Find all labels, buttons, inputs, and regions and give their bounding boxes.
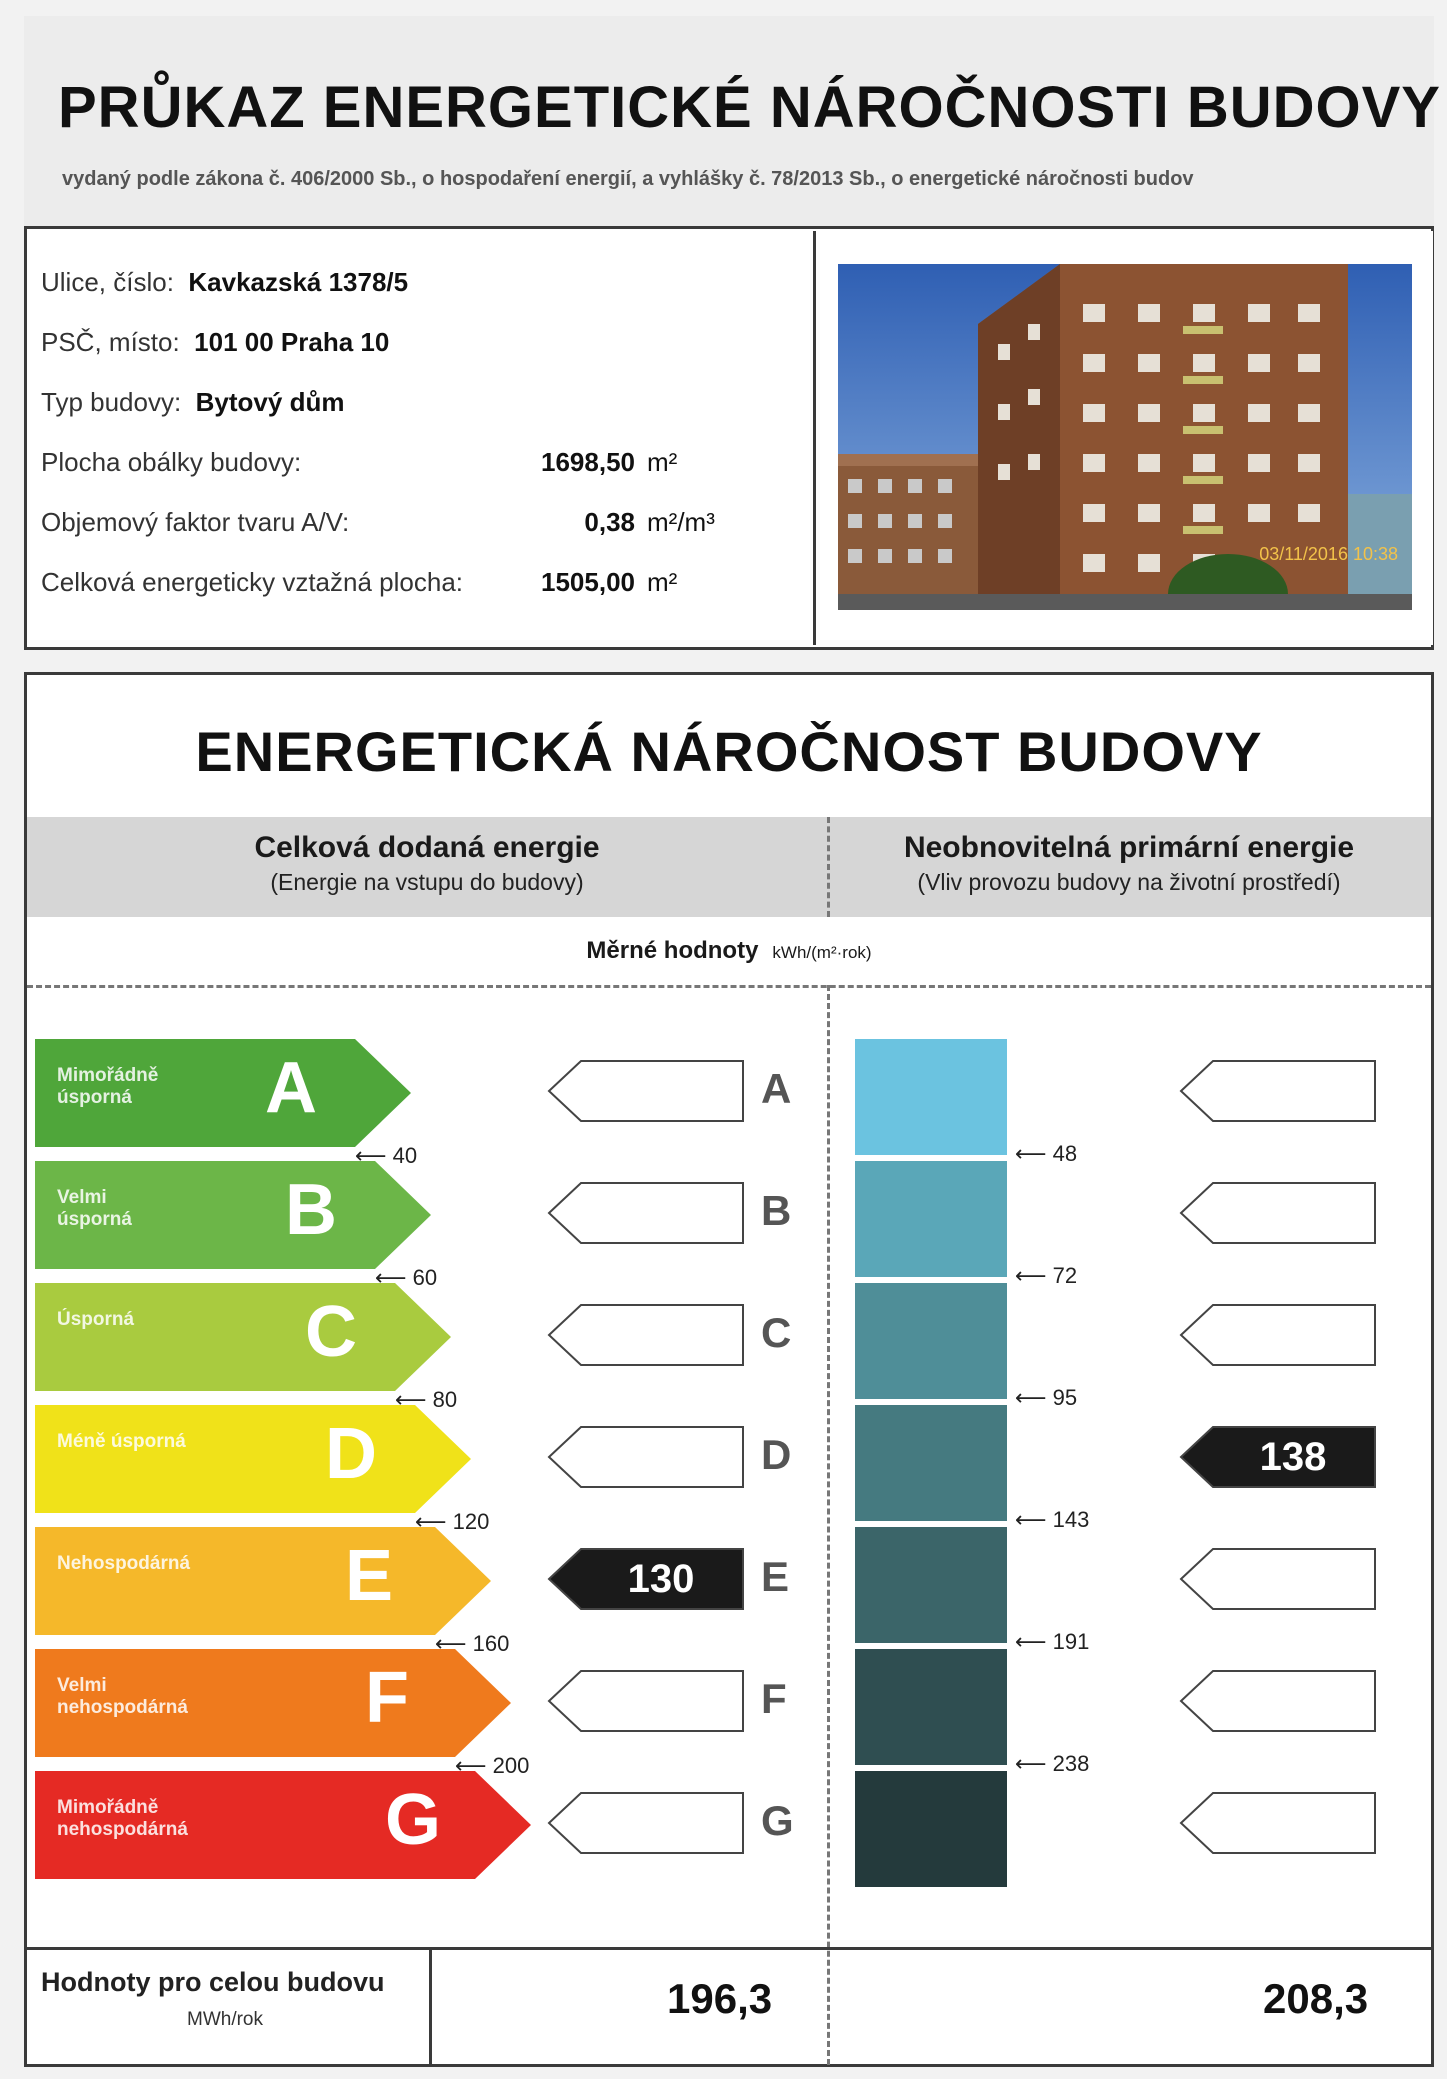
class-name-g (57, 1797, 188, 1841)
right-threshold: ⟵ 238 (1015, 1751, 1090, 1776)
certificate-header (24, 16, 1441, 232)
left-value: 130 (627, 1556, 695, 1601)
right-threshold: ⟵ 48 (1015, 1141, 1078, 1166)
right-value-box-b (1179, 1181, 1377, 1245)
class-name-line: Velmi (57, 1675, 107, 1696)
column-headers (27, 817, 1431, 917)
class-name-a (57, 1065, 158, 1109)
class-letter-f: F (365, 1658, 409, 1738)
class-name-line: Mimořádně (57, 1065, 159, 1086)
primary-energy-band-c (855, 1283, 1007, 1399)
totals-unit: MWh/rok (187, 2009, 263, 2030)
class-name-line: Nehospodárná (57, 1553, 191, 1574)
class-name-line: úsporná (57, 1087, 132, 1108)
right-value-box-f (1179, 1669, 1377, 1733)
street-row (41, 267, 408, 298)
shape-label: Objemový faktor tvaru A/V: (41, 507, 350, 537)
left-threshold: ⟵ 200 (455, 1753, 530, 1778)
energy-performance-section (24, 672, 1434, 2067)
type-value: Bytový dům (195, 387, 345, 417)
left-column-header (27, 817, 827, 917)
left-value-box-e (547, 1547, 745, 1611)
class-arrow-g (35, 1771, 535, 1875)
left-threshold: ⟵ 80 (395, 1387, 458, 1412)
energy-title: ENERGETICKÁ NÁROČNOST BUDOVY (195, 720, 1263, 783)
right-threshold: ⟵ 72 (1015, 1263, 1078, 1288)
class-name-e (57, 1553, 190, 1575)
shape-value: 0,38 (584, 507, 635, 537)
primary-energy-band-f (855, 1649, 1007, 1765)
class-name-line: Úsporná (57, 1309, 135, 1330)
right-threshold: ⟵ 143 (1015, 1507, 1090, 1532)
class-arrow-d (35, 1405, 475, 1509)
street-value: Kavkazská 1378/5 (188, 267, 409, 297)
header-divider (827, 817, 830, 917)
left-value-box-a (547, 1059, 745, 1123)
class-name-line: nehospodárná (57, 1697, 188, 1718)
class-name-b (57, 1187, 132, 1231)
left-value-box-c (547, 1303, 745, 1367)
right-threshold: ⟵ 95 (1015, 1385, 1078, 1410)
right-column-header (827, 817, 1431, 917)
left-value-box-g (547, 1791, 745, 1855)
class-name-line: úsporná (57, 1209, 132, 1230)
primary-energy-band-a (855, 1039, 1007, 1155)
city-value: 101 00 Praha 10 (194, 327, 390, 357)
left-box-letter-f: F (761, 1675, 787, 1722)
document-subtitle: vydaný podle zákona č. 406/2000 Sb., o hospodaření energií, a vyhlášky č. 78/2013 Sb., o energetické náročnosti budov (62, 168, 1194, 190)
left-subheading: (Energie na vstupu do budovy) (270, 869, 584, 895)
right-subheading: (Vliv provozu budovy na životní prostředí) (917, 869, 1341, 895)
class-name-line: Méně úsporná (57, 1431, 186, 1452)
totals-separator (429, 1947, 432, 2067)
left-box-letter-e: E (761, 1553, 790, 1600)
specific-unit: kWh/(m²·rok) (772, 943, 872, 962)
column-divider (827, 985, 830, 2065)
street-label: Ulice, číslo: (41, 267, 174, 297)
building-photo-illustration (838, 264, 1412, 610)
class-letter-a: A (265, 1048, 317, 1128)
right-value: 138 (1259, 1434, 1327, 1479)
left-value-box-b (547, 1181, 745, 1245)
building-info-box (24, 226, 1434, 650)
shape-unit: m²/m³ (647, 507, 715, 537)
right-value-box-e (1179, 1547, 1377, 1611)
class-name-d (57, 1431, 186, 1453)
right-value-box-c (1179, 1303, 1377, 1367)
left-threshold: ⟵ 60 (375, 1265, 438, 1290)
left-value-box-d (547, 1425, 745, 1489)
class-letter-b: B (285, 1170, 337, 1250)
class-letter-d: D (325, 1414, 377, 1494)
envelope-value: 1698,50 (541, 447, 635, 477)
right-value-box-a (1179, 1059, 1377, 1123)
left-box-letter-a: A (761, 1065, 792, 1112)
left-box-letter-b: B (761, 1187, 792, 1234)
specific-values-heading (27, 937, 1431, 965)
building-photo (838, 264, 1412, 610)
right-heading: Neobnovitelná primární energie (903, 831, 1355, 864)
left-threshold: ⟵ 160 (435, 1631, 510, 1656)
class-arrow-c (35, 1283, 455, 1387)
class-letter-e: E (345, 1536, 394, 1616)
envelope-unit: m² (647, 447, 678, 477)
type-label: Typ budovy: (41, 387, 182, 417)
left-box-letter-g: G (761, 1797, 794, 1844)
left-threshold: ⟵ 40 (355, 1143, 418, 1168)
document-title: PRŮKAZ ENERGETICKÉ NÁROČNOSTI BUDOVY (58, 75, 1441, 140)
right-threshold: ⟵ 191 (1015, 1629, 1090, 1654)
class-name-line: Velmi (57, 1187, 107, 1208)
envelope-label: Plocha obálky budovy: (41, 447, 302, 477)
total-primary-energy: 208,3 (1263, 1975, 1369, 2022)
right-value-box-d (1179, 1425, 1377, 1489)
left-threshold: ⟵ 120 (415, 1509, 490, 1534)
left-value-box-f (547, 1669, 745, 1733)
primary-energy-band-d (855, 1405, 1007, 1521)
class-name-f (57, 1675, 188, 1719)
primary-energy-band-g (855, 1771, 1007, 1887)
specific-label: Měrné hodnoty (586, 937, 759, 964)
right-value-box-g (1179, 1791, 1377, 1855)
left-box-letter-c: C (761, 1309, 792, 1356)
photo-frame (813, 231, 1433, 645)
photo-timestamp: 03/11/2016 10:38 (1259, 544, 1398, 564)
class-letter-c: C (305, 1292, 357, 1372)
left-heading: Celková dodaná energie (254, 831, 600, 864)
area-unit: m² (647, 567, 678, 597)
values-divider (27, 985, 1431, 988)
type-row (41, 387, 344, 418)
total-delivered-energy: 196,3 (667, 1975, 773, 2022)
primary-energy-band-e (855, 1527, 1007, 1643)
primary-energy-band-b (855, 1161, 1007, 1277)
class-name-line: Mimořádně (57, 1797, 159, 1818)
class-name-line: nehospodárná (57, 1819, 188, 1840)
area-label: Celková energeticky vztažná plocha: (41, 567, 464, 597)
city-label: PSČ, místo: (41, 327, 180, 357)
class-arrow-f (35, 1649, 515, 1753)
class-arrow-b (35, 1161, 435, 1265)
class-name-c (57, 1309, 134, 1331)
left-box-letter-d: D (761, 1431, 792, 1478)
class-arrow-e (35, 1527, 495, 1631)
class-arrow-a (35, 1039, 415, 1143)
totals-divider (27, 1947, 1431, 1950)
totals-label: Hodnoty pro celou budovu (41, 1967, 385, 1997)
class-letter-g: G (385, 1780, 442, 1860)
area-value: 1505,00 (541, 567, 635, 597)
city-row (41, 327, 389, 358)
